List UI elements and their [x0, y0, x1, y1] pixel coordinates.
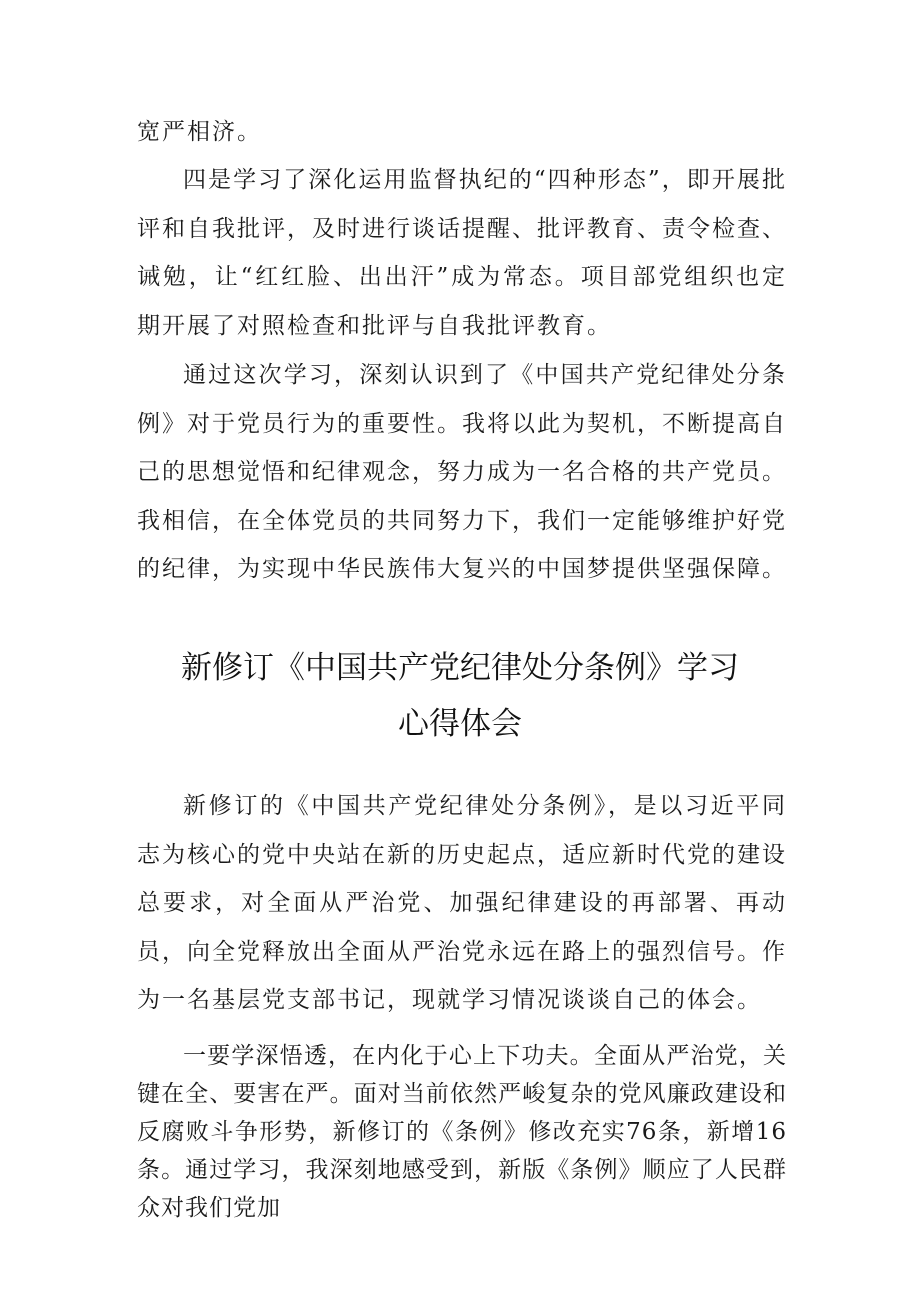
title-line-2: 心得体会: [398, 706, 522, 742]
paragraph-conclusion: 通过这次学习，深刻认识到了《中国共产党纪律处分条例》对于党员行为的重要性。我将以此为契机，不断提高自己的思想觉悟和纪律观念，努力成为一名合格的共产党员。我相信，在全体党员的共同努力下，我们一定能够维护好党的纪律，为实现中华民族伟大复兴的中国梦提供坚强保障。: [137, 362, 787, 582]
title-line-1: 新修订《中国共产党纪律处分条例》学习: [181, 650, 739, 686]
paragraph-continuation: 宽严相济。: [137, 119, 262, 145]
paragraph-study-deeply: 一要学深悟透，在内化于心上下功夫。全面从严治党，关键在全、要害在严。面对当前依然严峻复杂的党风廉政建设和反腐败斗争形势，新修订的《条例》修改充实76条，新增16条。通过学习，我深刻地感受到，新版《条例》顺应了人民群众对我们党加: [137, 1043, 787, 1221]
document-title: [137, 640, 783, 752]
paragraph-introduction: 新修订的《中国共产党纪律处分条例》，是以习近平同志为核心的党中央站在新的历史起点，适应新时代党的建设总要求，对全面从严治党、加强纪律建设的再部署、再动员，向全党释放出全面从严治党永远在路上的强烈信号。作为一名基层党支部书记，现就学习情况谈谈自己的体会。: [137, 793, 787, 1013]
paragraph-four-forms: 四是学习了深化运用监督执纪的“四种形态”，即开展批评和自我批评，及时进行谈话提醒、批评教育、责令检查、诫勉，让“红红脸、出出汗”成为常态。项目部党组织也定期开展了对照检查和批评与自我批评教育。: [137, 167, 787, 339]
